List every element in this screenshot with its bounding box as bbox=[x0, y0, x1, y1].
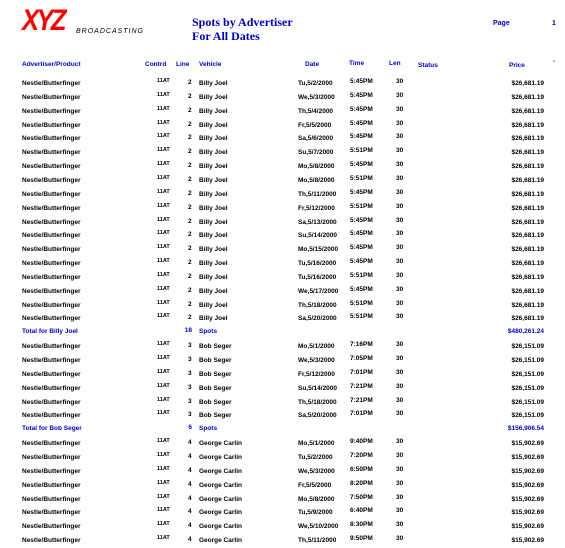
cell-line: 4 bbox=[188, 536, 192, 544]
cell-len: 30 bbox=[396, 451, 404, 459]
cell-vehicle: George Carlin bbox=[199, 537, 242, 545]
cell-date: Fr,5/5/2000 bbox=[298, 481, 332, 489]
cell-time: 5:45PM bbox=[350, 216, 373, 224]
cell-vehicle: Billy Joel bbox=[199, 315, 228, 323]
cell-contract: 11AT bbox=[157, 507, 170, 514]
cell-time: 7:20PM bbox=[350, 451, 373, 459]
cell-vehicle: Billy Joel bbox=[199, 121, 228, 129]
cell-line: 4 bbox=[188, 508, 192, 516]
cell-vehicle: George Carlin bbox=[199, 523, 242, 531]
cell-vehicle: Bob Seger bbox=[199, 370, 232, 378]
cell-line: 2 bbox=[188, 189, 192, 197]
group-total-count: 18 bbox=[184, 327, 192, 335]
column-header-contract: Contrd bbox=[145, 61, 167, 68]
cell-advertiser: Nestle/Butterfinger bbox=[22, 93, 81, 101]
cell-time: 5:51PM bbox=[350, 299, 373, 307]
cell-advertiser: Nestle/Butterfinger bbox=[22, 107, 81, 115]
cell-contract: 11AT bbox=[157, 299, 170, 306]
page-label: Page bbox=[493, 20, 510, 27]
cell-time: 7:05PM bbox=[350, 355, 373, 362]
column-header-len: Len bbox=[389, 60, 401, 67]
cell-price: $26,681.19 bbox=[511, 121, 544, 129]
cell-contract: 11AT bbox=[157, 271, 170, 278]
cell-time: 5:45PM bbox=[350, 119, 373, 127]
cell-date: We,5/3/2000 bbox=[298, 357, 335, 364]
cell-contract: 11AT bbox=[157, 258, 170, 265]
cell-len: 30 bbox=[396, 258, 404, 266]
cell-contract: 11AT bbox=[157, 493, 170, 500]
cell-len: 30 bbox=[396, 188, 404, 196]
cell-price: $15,902.69 bbox=[511, 467, 544, 475]
cell-len: 30 bbox=[396, 535, 404, 543]
cell-advertiser: Nestle/Butterfinger bbox=[22, 149, 81, 157]
cell-price: $26,151.09 bbox=[511, 343, 544, 351]
cell-contract: 11AT bbox=[157, 174, 170, 181]
cell-date: Mo,5/15/2000 bbox=[298, 246, 339, 254]
cell-line: 2 bbox=[188, 314, 192, 322]
cell-price: $15,902.69 bbox=[511, 537, 544, 545]
cell-date: Mo,5/8/2000 bbox=[298, 163, 335, 171]
column-header-status: Status bbox=[418, 62, 438, 69]
cell-date: Su,5/7/2000 bbox=[298, 149, 334, 157]
cell-date: We,5/17/2000 bbox=[298, 287, 339, 295]
cell-line: 2 bbox=[188, 120, 192, 128]
cell-line: 2 bbox=[188, 259, 192, 267]
cell-advertiser: Nestle/Butterfinger bbox=[22, 440, 81, 448]
cell-line: 4 bbox=[188, 452, 192, 460]
cell-vehicle: George Carlin bbox=[199, 440, 242, 448]
cell-contract: 11AT bbox=[157, 341, 170, 348]
cell-date: Tu,5/2/2000 bbox=[298, 453, 333, 461]
cell-len: 30 bbox=[396, 341, 404, 349]
sort-marker: - bbox=[553, 58, 556, 65]
cell-line: 3 bbox=[188, 356, 192, 363]
cell-advertiser: Nestle/Butterfinger bbox=[22, 343, 81, 351]
cell-price: $26,681.19 bbox=[511, 315, 544, 323]
cell-line: 2 bbox=[188, 134, 192, 142]
cell-time: 6:50PM bbox=[350, 465, 373, 473]
cell-advertiser: Nestle/Butterfinger bbox=[22, 357, 81, 364]
cell-line: 4 bbox=[188, 522, 192, 530]
cell-advertiser: Nestle/Butterfinger bbox=[22, 453, 81, 461]
cell-price: $26,681.19 bbox=[511, 246, 544, 254]
cell-len: 30 bbox=[396, 78, 404, 85]
cell-advertiser: Nestle/Butterfinger bbox=[22, 176, 81, 184]
cell-vehicle: Billy Joel bbox=[199, 260, 228, 268]
cell-time: 5:51PM bbox=[350, 174, 373, 182]
cell-len: 30 bbox=[396, 105, 404, 113]
cell-time: 5:51PM bbox=[350, 202, 373, 210]
cell-time: 5:45PM bbox=[350, 244, 373, 252]
cell-date: Fr,5/5/2000 bbox=[298, 121, 332, 129]
cell-vehicle: George Carlin bbox=[199, 467, 242, 475]
group-total-spots-label: Spots bbox=[199, 328, 218, 336]
cell-len: 30 bbox=[396, 202, 404, 210]
cell-vehicle: George Carlin bbox=[199, 509, 242, 517]
cell-advertiser: Nestle/Butterfinger bbox=[22, 121, 81, 129]
cell-price: $26,681.19 bbox=[511, 135, 544, 143]
cell-len: 30 bbox=[396, 271, 404, 279]
cell-vehicle: Billy Joel bbox=[199, 232, 228, 240]
cell-date: We,5/3/2000 bbox=[298, 93, 335, 101]
report-subtitle: For All Dates bbox=[192, 29, 260, 43]
cell-date: Mo,5/1/2000 bbox=[298, 440, 335, 448]
cell-line: 4 bbox=[188, 439, 192, 447]
cell-price: $26,151.09 bbox=[511, 384, 544, 392]
cell-line: 2 bbox=[188, 203, 192, 211]
cell-date: Tu,5/2/2000 bbox=[298, 80, 333, 87]
cell-time: 5:45PM bbox=[350, 230, 373, 238]
cell-date: Tu,5/9/2000 bbox=[298, 509, 333, 517]
cell-advertiser: Nestle/Butterfinger bbox=[22, 232, 81, 240]
cell-contract: 11AT bbox=[157, 147, 170, 154]
cell-time: 8:30PM bbox=[350, 521, 373, 529]
cell-advertiser: Nestle/Butterfinger bbox=[22, 509, 81, 517]
cell-line: 4 bbox=[188, 466, 192, 474]
cell-date: Tu,5/16/2000 bbox=[298, 260, 337, 268]
cell-price: $26,681.19 bbox=[511, 93, 544, 101]
cell-advertiser: Nestle/Butterfinger bbox=[22, 204, 81, 212]
cell-len: 30 bbox=[396, 285, 404, 293]
cell-time: 8:20PM bbox=[350, 479, 373, 487]
cell-advertiser: Nestle/Butterfinger bbox=[22, 315, 81, 323]
cell-vehicle: George Carlin bbox=[199, 495, 242, 503]
cell-len: 30 bbox=[396, 521, 404, 529]
cell-len: 30 bbox=[396, 174, 404, 182]
cell-len: 30 bbox=[396, 479, 404, 487]
cell-contract: 11AT bbox=[157, 216, 170, 223]
cell-len: 30 bbox=[396, 313, 404, 321]
cell-len: 30 bbox=[396, 230, 404, 238]
cell-len: 30 bbox=[396, 299, 404, 307]
cell-vehicle: Billy Joel bbox=[199, 93, 228, 101]
cell-date: Sa,5/6/2000 bbox=[298, 135, 334, 143]
cell-len: 30 bbox=[396, 410, 404, 418]
cell-len: 30 bbox=[396, 382, 404, 390]
cell-advertiser: Nestle/Butterfinger bbox=[22, 80, 81, 87]
cell-price: $26,681.19 bbox=[511, 190, 544, 198]
cell-advertiser: Nestle/Butterfinger bbox=[22, 190, 81, 198]
cell-time: 7:21PM bbox=[350, 382, 373, 390]
cell-line: 3 bbox=[188, 369, 192, 377]
column-header-vehicle: Vehicle bbox=[199, 61, 222, 68]
cell-date: Su,5/14/2000 bbox=[298, 232, 338, 240]
cell-date: Mo,5/8/2000 bbox=[298, 495, 335, 503]
cell-price: $15,902.69 bbox=[511, 440, 544, 448]
cell-contract: 11AT bbox=[157, 161, 170, 168]
cell-price: $26,151.09 bbox=[511, 412, 544, 420]
cell-time: 5:45PM bbox=[350, 78, 373, 85]
cell-time: 5:51PM bbox=[350, 271, 373, 279]
cell-advertiser: Nestle/Butterfinger bbox=[22, 495, 81, 503]
cell-date: Su,5/14/2000 bbox=[298, 384, 338, 392]
cell-advertiser: Nestle/Butterfinger bbox=[22, 523, 81, 531]
cell-vehicle: Bob Seger bbox=[199, 357, 232, 364]
cell-advertiser: Nestle/Butterfinger bbox=[22, 301, 81, 309]
cell-len: 30 bbox=[396, 244, 404, 252]
cell-time: 5:45PM bbox=[350, 258, 373, 266]
cell-contract: 11AT bbox=[157, 451, 170, 458]
cell-advertiser: Nestle/Butterfinger bbox=[22, 537, 81, 545]
cell-len: 30 bbox=[396, 507, 404, 515]
cell-contract: 11AT bbox=[157, 368, 170, 375]
cell-line: 2 bbox=[188, 286, 192, 294]
cell-line: 2 bbox=[188, 175, 192, 183]
group-total-amount: $480,261.24 bbox=[507, 328, 544, 336]
cell-vehicle: George Carlin bbox=[199, 481, 242, 489]
report-title: Spots by Advertiser bbox=[192, 15, 293, 29]
cell-len: 30 bbox=[396, 438, 404, 446]
cell-price: $26,681.19 bbox=[511, 301, 544, 309]
cell-advertiser: Nestle/Butterfinger bbox=[22, 246, 81, 254]
cell-advertiser: Nestle/Butterfinger bbox=[22, 218, 81, 226]
cell-line: 2 bbox=[188, 217, 192, 225]
cell-len: 30 bbox=[396, 396, 404, 404]
cell-time: 5:45PM bbox=[350, 285, 373, 293]
cell-vehicle: Bob Seger bbox=[199, 384, 232, 392]
cell-date: Th,5/18/2000 bbox=[298, 301, 337, 309]
cell-line: 3 bbox=[188, 397, 192, 405]
cell-line: 2 bbox=[188, 162, 192, 170]
cell-date: Th,5/4/2000 bbox=[298, 107, 334, 115]
cell-vehicle: Billy Joel bbox=[199, 273, 228, 281]
cell-price: $26,681.19 bbox=[511, 287, 544, 295]
cell-len: 30 bbox=[396, 133, 404, 141]
column-header-time: Time bbox=[349, 60, 365, 67]
group-total-amount: $156,906.54 bbox=[507, 425, 544, 433]
cell-date: We,5/3/2000 bbox=[298, 467, 335, 475]
cell-len: 30 bbox=[396, 147, 404, 155]
cell-contract: 11AT bbox=[157, 465, 170, 472]
column-header-date: Date bbox=[305, 61, 320, 68]
cell-date: Mo,5/1/2000 bbox=[298, 343, 335, 351]
cell-price: $15,902.69 bbox=[511, 481, 544, 489]
cell-vehicle: Billy Joel bbox=[199, 246, 228, 254]
cell-advertiser: Nestle/Butterfinger bbox=[22, 260, 81, 268]
cell-vehicle: Billy Joel bbox=[199, 149, 228, 157]
cell-date: Th,5/11/2000 bbox=[298, 537, 337, 545]
cell-len: 30 bbox=[396, 465, 404, 473]
cell-advertiser: Nestle/Butterfinger bbox=[22, 135, 81, 143]
cell-time: 7:01PM bbox=[350, 368, 373, 376]
cell-price: $15,902.69 bbox=[511, 509, 544, 517]
logo-brand: XYZ bbox=[22, 4, 64, 37]
cell-date: We,5/10/2000 bbox=[298, 523, 339, 531]
cell-date: Sa,5/20/2000 bbox=[298, 315, 337, 323]
cell-price: $26,151.09 bbox=[511, 398, 544, 406]
cell-advertiser: Nestle/Butterfinger bbox=[22, 384, 81, 392]
cell-time: 5:51PM bbox=[350, 147, 373, 155]
cell-contract: 11AT bbox=[157, 91, 170, 98]
cell-line: 2 bbox=[188, 79, 192, 86]
cell-time: 7:50PM bbox=[350, 493, 373, 501]
cell-price: $15,902.69 bbox=[511, 495, 544, 503]
cell-date: Mo,5/8/2000 bbox=[298, 176, 335, 184]
cell-time: 7:16PM bbox=[350, 341, 373, 349]
cell-date: Tu,5/16/2000 bbox=[298, 273, 337, 281]
cell-price: $26,681.19 bbox=[511, 163, 544, 171]
cell-date: Fr,5/12/2000 bbox=[298, 204, 335, 212]
cell-contract: 11AT bbox=[157, 188, 170, 195]
cell-price: $26,681.19 bbox=[511, 80, 544, 87]
cell-len: 30 bbox=[396, 119, 404, 127]
cell-line: 4 bbox=[188, 494, 192, 502]
cell-len: 30 bbox=[396, 368, 404, 376]
cell-date: Th,5/18/2000 bbox=[298, 398, 337, 406]
cell-price: $26,681.19 bbox=[511, 218, 544, 226]
cell-contract: 11AT bbox=[157, 230, 170, 237]
cell-vehicle: Billy Joel bbox=[199, 287, 228, 295]
cell-len: 30 bbox=[396, 161, 404, 169]
group-total-label: Total for Billy Joel bbox=[22, 328, 78, 336]
cell-price: $26,681.19 bbox=[511, 232, 544, 240]
cell-vehicle: George Carlin bbox=[199, 453, 242, 461]
cell-line: 3 bbox=[188, 383, 192, 391]
group-total-spots-label: Spots bbox=[199, 425, 218, 433]
group-total-label: Total for Bob Seger bbox=[22, 425, 82, 433]
cell-contract: 11AT bbox=[157, 479, 170, 486]
cell-time: 5:45PM bbox=[350, 91, 373, 99]
cell-time: 5:45PM bbox=[350, 161, 373, 169]
cell-price: $15,902.69 bbox=[511, 453, 544, 461]
cell-line: 2 bbox=[188, 272, 192, 280]
cell-contract: 11AT bbox=[157, 119, 170, 126]
cell-contract: 11AT bbox=[157, 410, 170, 417]
cell-vehicle: Billy Joel bbox=[199, 218, 228, 226]
cell-advertiser: Nestle/Butterfinger bbox=[22, 398, 81, 406]
cell-advertiser: Nestle/Butterfinger bbox=[22, 467, 81, 475]
cell-line: 3 bbox=[188, 411, 192, 419]
company-logo bbox=[22, 4, 145, 40]
cell-advertiser: Nestle/Butterfinger bbox=[22, 273, 81, 281]
cell-price: $26,681.19 bbox=[511, 260, 544, 268]
cell-contract: 11AT bbox=[157, 382, 170, 389]
cell-time: 5:45PM bbox=[350, 105, 373, 113]
cell-line: 2 bbox=[188, 245, 192, 253]
cell-advertiser: Nestle/Butterfinger bbox=[22, 287, 81, 295]
cell-vehicle: Billy Joel bbox=[199, 204, 228, 212]
cell-line: 2 bbox=[188, 148, 192, 156]
cell-contract: 11AT bbox=[157, 313, 170, 320]
cell-contract: 11AT bbox=[157, 202, 170, 209]
cell-contract: 11AT bbox=[157, 396, 170, 403]
cell-time: 5:51PM bbox=[350, 313, 373, 321]
cell-time: 9:50PM bbox=[350, 535, 373, 543]
cell-price: $26,151.09 bbox=[511, 370, 544, 378]
cell-advertiser: Nestle/Butterfinger bbox=[22, 412, 81, 420]
cell-contract: 11AT bbox=[157, 133, 170, 140]
logo-tagline: BROADCASTING bbox=[76, 28, 145, 35]
cell-vehicle: Billy Joel bbox=[199, 301, 228, 309]
cell-line: 2 bbox=[188, 92, 192, 100]
group-total-count: 6 bbox=[188, 424, 192, 432]
cell-line: 2 bbox=[188, 106, 192, 114]
cell-len: 30 bbox=[396, 493, 404, 501]
cell-len: 30 bbox=[396, 91, 404, 99]
cell-advertiser: Nestle/Butterfinger bbox=[22, 370, 81, 378]
column-header-price: Price bbox=[509, 62, 525, 69]
cell-time: 7:01PM bbox=[350, 410, 373, 418]
cell-contract: 11AT bbox=[157, 244, 170, 251]
cell-contract: 11AT bbox=[157, 78, 170, 84]
cell-time: 7:21PM bbox=[350, 396, 373, 404]
cell-line: 3 bbox=[188, 342, 192, 350]
cell-price: $26,681.19 bbox=[511, 273, 544, 281]
cell-time: 9:40PM bbox=[350, 438, 373, 446]
cell-price: $26,681.19 bbox=[511, 149, 544, 157]
cell-vehicle: Billy Joel bbox=[199, 163, 228, 171]
cell-date: Sa,5/13/2000 bbox=[298, 218, 337, 226]
cell-vehicle: Billy Joel bbox=[199, 135, 228, 143]
cell-date: Fr,5/12/2000 bbox=[298, 370, 335, 378]
cell-date: Th,5/11/2000 bbox=[298, 190, 337, 198]
cell-len: 30 bbox=[396, 216, 404, 224]
cell-line: 2 bbox=[188, 231, 192, 239]
cell-price: $15,902.69 bbox=[511, 523, 544, 531]
cell-contract: 11AT bbox=[157, 105, 170, 112]
cell-len: 30 bbox=[396, 355, 404, 362]
cell-vehicle: Bob Seger bbox=[199, 398, 232, 406]
cell-advertiser: Nestle/Butterfinger bbox=[22, 163, 81, 171]
page-number: 1 bbox=[552, 20, 556, 27]
cell-vehicle: Bob Seger bbox=[199, 343, 232, 351]
cell-line: 4 bbox=[188, 480, 192, 488]
cell-vehicle: Billy Joel bbox=[199, 176, 228, 184]
cell-date: Sa,5/20/2000 bbox=[298, 412, 337, 420]
cell-contract: 11AT bbox=[157, 285, 170, 292]
column-header-advertiser: Advertiser/Product bbox=[22, 61, 81, 68]
cell-contract: 11AT bbox=[157, 535, 170, 542]
cell-time: 6:40PM bbox=[350, 507, 373, 515]
cell-contract: 11AT bbox=[157, 521, 170, 528]
cell-price: $26,151.09 bbox=[511, 357, 544, 364]
cell-line: 2 bbox=[188, 300, 192, 308]
cell-price: $26,681.19 bbox=[511, 107, 544, 115]
cell-time: 5:45PM bbox=[350, 133, 373, 141]
cell-price: $26,681.19 bbox=[511, 204, 544, 212]
cell-price: $26,681.19 bbox=[511, 176, 544, 184]
cell-contract: 11AT bbox=[157, 438, 170, 445]
cell-contract: 11AT bbox=[157, 355, 170, 361]
cell-vehicle: Billy Joel bbox=[199, 190, 228, 198]
cell-time: 5:45PM bbox=[350, 188, 373, 196]
column-header-line: Line bbox=[176, 61, 190, 68]
cell-vehicle: Bob Seger bbox=[199, 412, 232, 420]
cell-advertiser: Nestle/Butterfinger bbox=[22, 481, 81, 489]
cell-vehicle: Billy Joel bbox=[199, 80, 228, 87]
cell-vehicle: Billy Joel bbox=[199, 107, 228, 115]
